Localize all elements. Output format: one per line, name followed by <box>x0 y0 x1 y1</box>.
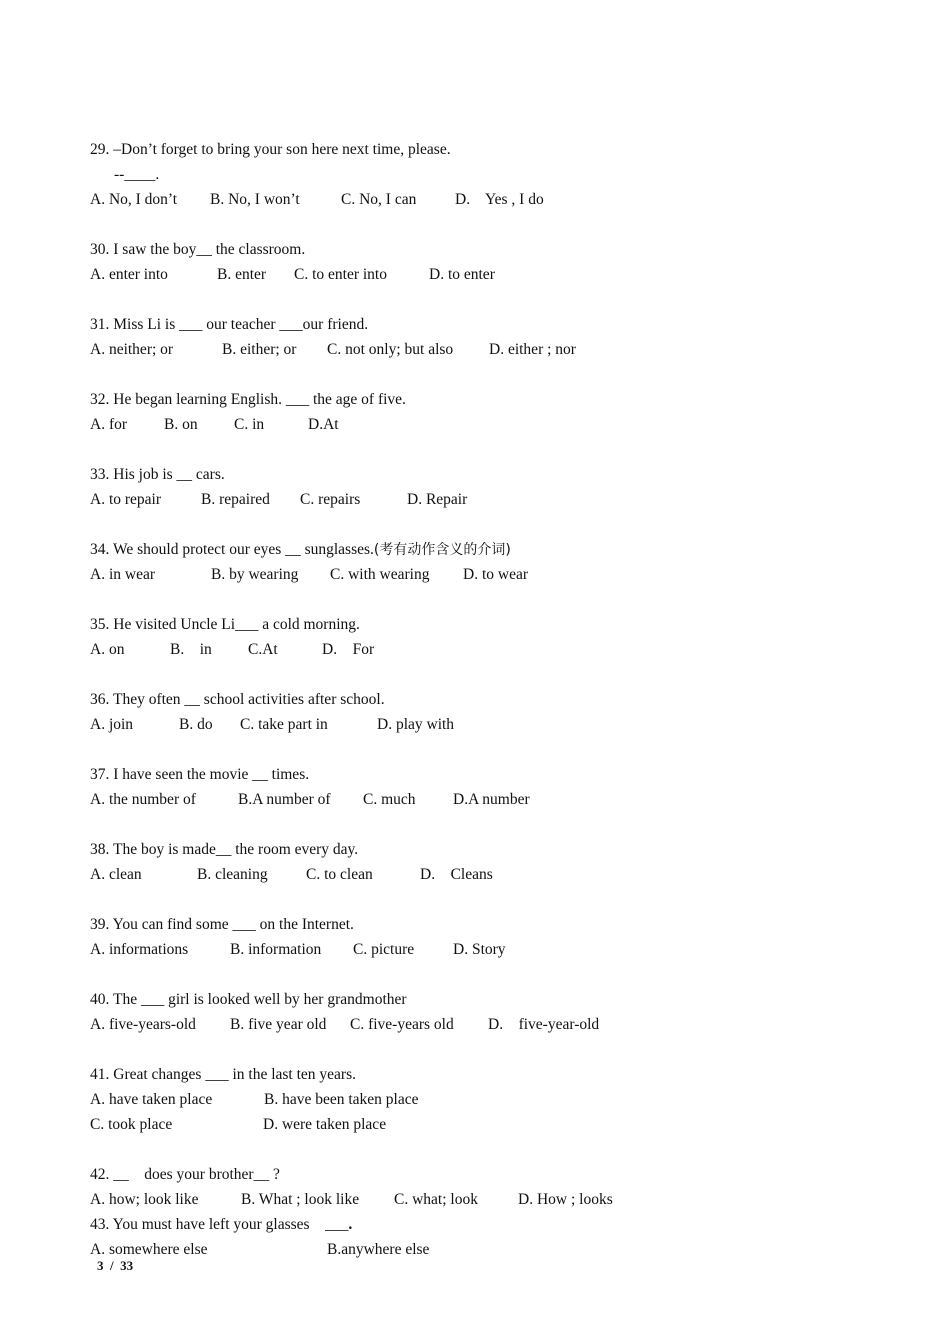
question-29-stem: 29. –Don’t forget to bring your son here next time, please. <box>90 141 451 158</box>
option-b: B. either; or <box>222 341 297 358</box>
question-32-stem: 32. He began learning English. ___ the age of five. <box>90 391 406 408</box>
option-d: D. five-year-old <box>488 1016 600 1033</box>
option-a: A. for <box>90 416 128 433</box>
question-33-options <box>90 487 850 512</box>
option-b: B. in <box>170 641 212 658</box>
option-a: A. in wear <box>90 566 155 583</box>
question-40-options <box>90 1012 850 1037</box>
option-c: C. take part in <box>240 716 328 733</box>
question-39-stem: 39. You can find some ___ on the Internet. <box>90 916 354 933</box>
option-b: B. enter <box>217 266 267 283</box>
option-a: A. have taken place <box>90 1091 213 1108</box>
question-39-options <box>90 937 850 962</box>
option-c: C. repairs <box>300 491 361 508</box>
option-b: B.anywhere else <box>327 1241 430 1258</box>
question-40-stem: 40. The ___ girl is looked well by her grandmother <box>90 991 407 1008</box>
option-d: D. How ; looks <box>518 1191 613 1208</box>
option-c: C. in <box>234 416 265 433</box>
option-d: D. were taken place <box>263 1116 387 1133</box>
option-a: A. neither; or <box>90 341 174 358</box>
question-31-stem: 31. Miss Li is ___ our teacher ___our friend. <box>90 316 369 333</box>
option-b: B. cleaning <box>197 866 268 883</box>
question-34-note: (考有动作含义的介词) <box>373 542 511 558</box>
question-34-options <box>90 562 850 587</box>
option-b: B. five year old <box>230 1016 327 1033</box>
option-d: D. For <box>322 641 375 658</box>
option-c: C. five-years old <box>350 1016 454 1033</box>
option-b: B. by wearing <box>211 566 299 583</box>
question-33-stem: 33. His job is __ cars. <box>90 466 225 483</box>
option-c: C. No, I can <box>341 191 417 208</box>
question-43-end-mark: . <box>348 1216 353 1233</box>
question-35-options <box>90 637 850 662</box>
question-30-options <box>90 262 850 287</box>
question-34-stem <box>90 537 850 562</box>
question-38-options <box>90 862 850 887</box>
option-c: C. what; look <box>394 1191 478 1208</box>
question-43-options <box>90 1237 850 1262</box>
question-41-options-row-2 <box>90 1112 850 1137</box>
option-b: B. have been taken place <box>264 1091 419 1108</box>
option-c: C. not only; but also <box>327 341 454 358</box>
option-a: A. enter into <box>90 266 168 283</box>
option-d: D. to wear <box>463 566 528 583</box>
option-c: C. with wearing <box>330 566 430 583</box>
question-38-stem: 38. The boy is made__ the room every day. <box>90 841 359 858</box>
question-30-stem: 30. I saw the boy__ the classroom. <box>90 241 306 258</box>
option-d: D. Story <box>453 941 506 958</box>
question-34-text: 34. We should protect our eyes __ sunglasses. <box>90 541 374 558</box>
option-a: A. somewhere else <box>90 1241 208 1258</box>
option-b: B. What ; look like <box>241 1191 360 1208</box>
option-a: A. on <box>90 641 125 658</box>
option-d: D. to enter <box>429 266 495 283</box>
option-d: D. Repair <box>407 491 468 508</box>
option-d: D. Cleans <box>420 866 493 883</box>
question-43-text: 43. You must have left your glasses ___ <box>90 1216 349 1233</box>
question-41-stem: 41. Great changes ___ in the last ten years. <box>90 1066 356 1083</box>
option-d: D.A number <box>453 791 530 808</box>
option-c: C. picture <box>353 941 415 958</box>
option-a: A. the number of <box>90 791 196 808</box>
option-b: B. do <box>179 716 213 733</box>
option-c: C. much <box>363 791 416 808</box>
question-29-reply: --____. <box>114 166 160 183</box>
question-42-stem: 42. __ does your brother__ ? <box>90 1166 280 1183</box>
option-d: D. either ; nor <box>489 341 576 358</box>
option-a: A. how; look like <box>90 1191 199 1208</box>
option-b: B. on <box>164 416 198 433</box>
question-list <box>90 137 850 1262</box>
question-31-options <box>90 337 850 362</box>
option-a: A. informations <box>90 941 189 958</box>
question-42-options <box>90 1187 850 1212</box>
question-35-stem: 35. He visited Uncle Li___ a cold morning. <box>90 616 360 633</box>
page-number: 3 / 33 <box>97 1258 134 1273</box>
option-c: C.At <box>248 641 278 658</box>
question-37-options <box>90 787 850 812</box>
option-c: C. to enter into <box>294 266 387 283</box>
option-b: B. No, I won’t <box>210 191 300 208</box>
option-d: D.At <box>308 416 339 433</box>
option-d: D. Yes , I do <box>455 191 544 208</box>
question-41-options-row-1 <box>90 1087 850 1112</box>
option-a: A. clean <box>90 866 142 883</box>
option-b: B. information <box>230 941 322 958</box>
option-b: B. repaired <box>201 491 270 508</box>
option-a: A. to repair <box>90 491 162 508</box>
question-43-stem <box>90 1212 850 1237</box>
option-a: A. join <box>90 716 134 733</box>
option-b: B.A number of <box>238 791 331 808</box>
option-a: A. five-years-old <box>90 1016 196 1033</box>
question-29-options <box>90 187 850 212</box>
question-36-options <box>90 712 850 737</box>
option-a: A. No, I don’t <box>90 191 178 208</box>
question-36-stem: 36. They often __ school activities after school. <box>90 691 385 708</box>
option-c: C. took place <box>90 1116 173 1133</box>
question-37-stem: 37. I have seen the movie __ times. <box>90 766 310 783</box>
option-d: D. play with <box>377 716 455 733</box>
option-c: C. to clean <box>306 866 373 883</box>
question-32-options <box>90 412 850 437</box>
